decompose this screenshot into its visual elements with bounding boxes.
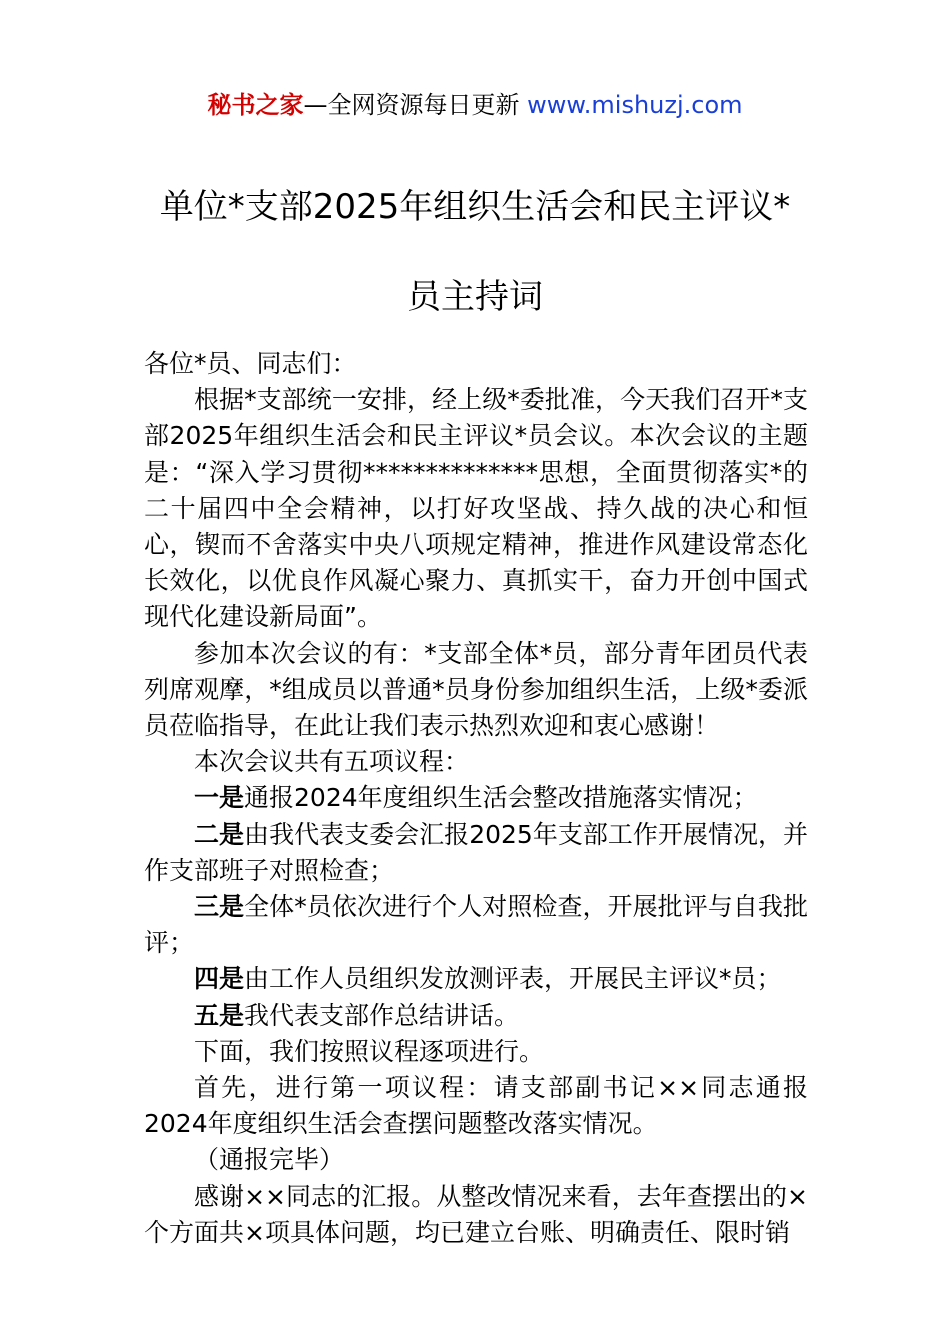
document-title (0, 162, 950, 342)
header-tagline: —全网资源每日更新 (303, 91, 520, 119)
agenda-item (144, 889, 808, 961)
agenda-item (144, 780, 808, 816)
title-line-1: 单位*支部2025年组织生活会和民主评议* (159, 187, 791, 227)
paragraph: （通报完毕） (194, 1145, 345, 1175)
agenda-item-text: 由工作人员组织发放测评表，开展民主评议*员； (244, 964, 782, 994)
agenda-item (144, 998, 808, 1034)
agenda-item-lead: 四是 (194, 964, 245, 994)
agenda-item-lead: 五是 (194, 1000, 245, 1030)
agenda-item-text: 我代表支部作总结讲话。 (244, 1000, 520, 1030)
paragraph: 下面，我们按照议程逐项进行。 (194, 1036, 545, 1066)
brand-name: 秘书之家 (207, 91, 304, 119)
document-body (144, 346, 808, 1251)
agenda-item-text: 由我代表支委会汇报2025年支部工作开展情况，并作支部班子对照检查； (144, 819, 808, 885)
agenda-item-lead: 三是 (194, 892, 245, 922)
paragraph: 参加本次会议的有：*支部全体*员，部分青年团员代表列席观摩，*组成员以普通*员身份参加组织生活，上级*委派员莅临指导，在此让我们表示热烈欢迎和衷心感谢！ (144, 638, 808, 741)
paragraph: 本次会议共有五项议程： (194, 747, 470, 777)
title-line-2: 员主持词 (407, 277, 543, 317)
site-url[interactable]: www.mishuzj.com (527, 91, 743, 119)
agenda-item (144, 961, 808, 997)
agenda-item (144, 817, 808, 889)
paragraph: 感谢××同志的汇报。从整改情况来看，去年查摆出的×个方面共×项具体问题，均已建立台账、明确责任、限时销 (144, 1181, 808, 1247)
salutation: 各位*员、同志们： (144, 349, 357, 378)
agenda-item-text: 通报2024年度组织生活会整改措施落实情况； (244, 783, 758, 813)
paragraph: 根据*支部统一安排，经上级*委批准，今天我们召开*支部2025年组织生活会和民主评议*员会议。本次会议的主题是：“深入学习贯彻**************思想，全面贯彻落实*的二十届四中全会精神，以打好攻坚战、持久战的决心和恒心，锲而不舍落实中央八项规定精神，推进作风建设常态化长效化，以优良作风凝心聚力、真抓实干，奋力开创中国式现代化建设新局面”。 (144, 385, 808, 632)
agenda-item-lead: 二是 (194, 819, 245, 849)
paragraph: 首先，进行第一项议程：请支部副书记××同志通报2024年度组织生活会查摆问题整改落实情况。 (144, 1073, 808, 1139)
agenda-item-lead: 一是 (194, 783, 245, 813)
agenda-item-text: 全体*员依次进行个人对照检查，开展批评与自我批评； (144, 892, 808, 958)
site-header (0, 88, 950, 122)
